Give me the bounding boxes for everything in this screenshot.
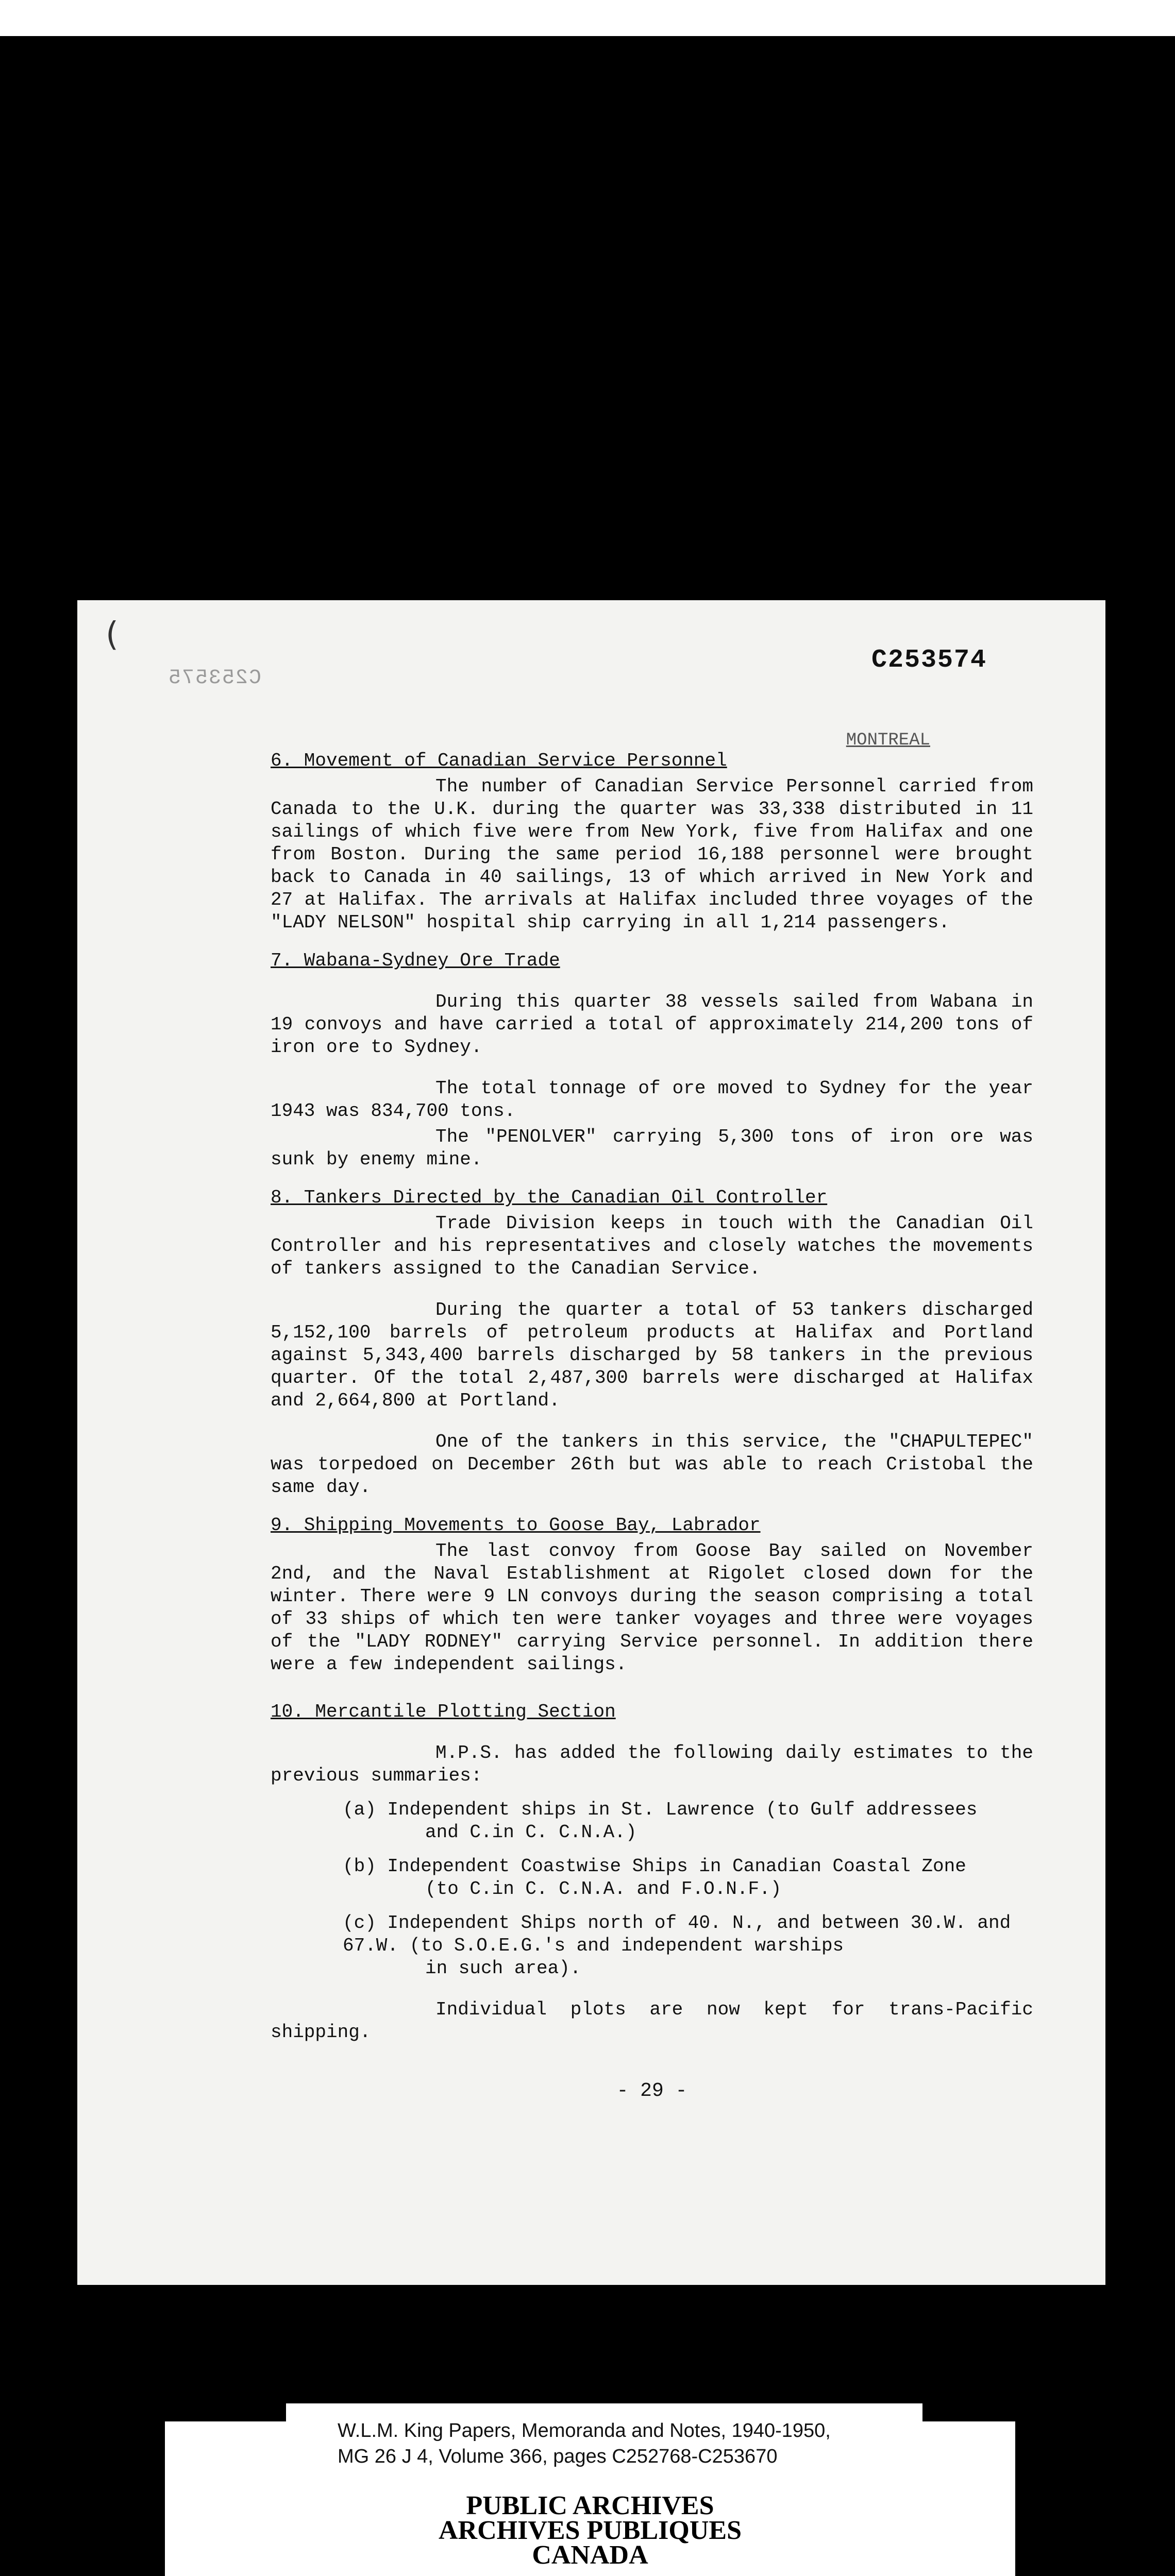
section-10-intro: M.P.S. has added the following daily estimates to the previous summaries:: [271, 1742, 1033, 1786]
estimates-list: [271, 1799, 1033, 1980]
section-10-heading: 10. Mercantile Plotting Section: [271, 1701, 616, 1722]
section-8-paragraph-2: During the quarter a total of 53 tankers discharged 5,152,100 barrels of petroleum products at Halifax and Portland against 5,343,400 barrels discharged by 58 tankers in the previous quarter. Of the total 2,487,300 barrels were discharged at Halifax and 2,664,800 at Portland.: [271, 1299, 1033, 1411]
list-item: (c) Independent Ships north of 40. N., and between 30.W. and 67.W. (to S.O.E.G.'s and independent warships in such area).: [343, 1912, 1011, 1979]
section-7-paragraph-2: The total tonnage of ore moved to Sydney for the year 1943 was 834,700 tons.: [271, 1078, 1033, 1122]
section-9-paragraph: The last convoy from Goose Bay sailed on November 2nd, and the Naval Establishment at Rigolet closed down for the winter. There were 9 LN convoys during the season comprising a total of 33 ships of which ten were tanker voyages and three were voyages of the "LADY RODNEY" carrying Service personnel. In addition there were a few independent sailings.: [271, 1540, 1033, 1675]
mirrored-doc-number: C253575: [167, 667, 262, 690]
top-white-strip: [0, 0, 1175, 36]
section-7-heading: 7. Wabana-Sydney Ore Trade: [271, 950, 560, 971]
list-item: (a) Independent ships in St. Lawrence (to Gulf addressees and C.in C. C.N.A.): [343, 1799, 978, 1843]
stamp-line-1: PUBLIC ARCHIVES: [466, 2491, 714, 2520]
stamp-line-2: ARCHIVES PUBLIQUES: [438, 2516, 742, 2545]
section-9-heading: 9. Shipping Movements to Goose Bay, Labrador: [271, 1515, 761, 1536]
caption-line-1: W.L.M. King Papers, Memoranda and Notes, 1940-1950,: [338, 2420, 831, 2442]
document-number: C253574: [871, 646, 987, 675]
page-number: - 29 -: [616, 2080, 687, 2102]
archive-caption: [286, 2403, 922, 2481]
section-6-paragraph: The number of Canadian Service Personnel carried from Canada to the U.K. during the quarter was 33,338 distributed in 11 sailings of which five were from New York, five from Halifax and one from Boston. During the same period 16,188 personnel were brought back to Canada in 40 sailings, 13 of which arrived in New York and 27 at Halifax. The arrivals at Halifax included three voyages of the "LADY NELSON" hospital ship carrying in all 1,214 passengers.: [271, 776, 1033, 933]
section-8-paragraph-1: Trade Division keeps in touch with the Canadian Oil Controller and his representatives and closely watches the movements of tankers assigned to the Canadian Service.: [271, 1213, 1033, 1279]
document-page: [77, 600, 1105, 2285]
section-8-paragraph-3: One of the tankers in this service, the "CHAPULTEPEC" was torpedoed on December 26th but was able to reach Cristobal the same day.: [271, 1431, 1033, 1498]
page-content: [271, 750, 1033, 2103]
section-6-heading: 6. Movement of Canadian Service Personnel: [271, 750, 727, 771]
section-8-heading: 8. Tankers Directed by the Canadian Oil Controller: [271, 1187, 828, 1208]
section-10-closing: Individual plots are now kept for trans-Pacific shipping.: [271, 1999, 1033, 2043]
city-heading: MONTREAL: [846, 731, 930, 750]
stamp-line-3: CANADA: [532, 2540, 648, 2570]
section-7-paragraph-3: The "PENOLVER" carrying 5,300 tons of iron ore was sunk by enemy mine.: [271, 1126, 1033, 1170]
caption-line-2: MG 26 J 4, Volume 366, pages C252768-C253670: [338, 2446, 778, 2467]
list-item: (b) Independent Coastwise Ships in Canadian Coastal Zone (to C.in C. C.N.A. and F.O.N.F.): [343, 1856, 966, 1900]
section-7-paragraph-1: During this quarter 38 vessels sailed from Wabana in 19 convoys and have carried a total of approximately 214,200 tons of iron ore to Sydney.: [271, 991, 1033, 1058]
corner-bracket-mark: (: [106, 616, 119, 654]
